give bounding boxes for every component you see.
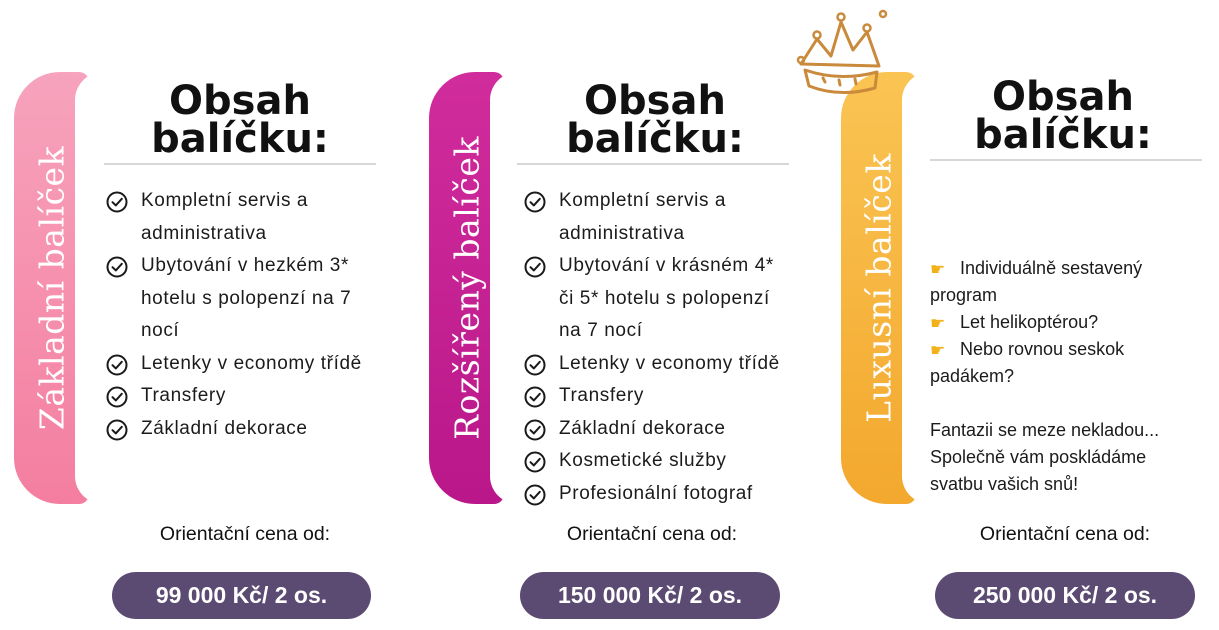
package-heading: Obsah balíčku: xyxy=(974,74,1152,158)
check-circle-icon xyxy=(524,484,546,506)
package-band xyxy=(14,72,89,504)
feature-item xyxy=(524,185,780,250)
bullet-item xyxy=(930,309,1205,336)
feature-text: Profesionální fotograf xyxy=(559,482,753,504)
price-label: Orientační cena od: xyxy=(159,523,331,545)
feature-item xyxy=(106,185,362,250)
feature-list xyxy=(524,185,780,510)
closing-text xyxy=(930,417,1205,498)
bullet-text: program xyxy=(930,285,998,305)
feature-item xyxy=(524,250,780,348)
feature-text: Letenky v economy třídě xyxy=(559,352,780,374)
package-extended xyxy=(417,0,823,630)
pointing-hand-icon: ☛ xyxy=(930,341,946,360)
price-label: Orientační cena od: xyxy=(979,523,1151,545)
price-button[interactable]: 99 000 Kč/ 2 os. xyxy=(112,572,371,619)
feature-text: Základní dekorace xyxy=(559,417,726,439)
closing-line: Fantazii se meze nekladou... xyxy=(930,420,1160,440)
feature-text: na 7 nocí xyxy=(559,320,643,341)
bullet-text: Let helikoptérou? xyxy=(960,312,1099,332)
price-button[interactable]: 250 000 Kč/ 2 os. xyxy=(935,572,1195,619)
check-circle-icon xyxy=(106,256,128,278)
feature-text: administrativa xyxy=(559,222,685,244)
check-circle-icon xyxy=(106,191,128,213)
feature-item xyxy=(524,380,780,413)
package-name: Luxusní balíček xyxy=(859,153,898,423)
feature-text: Letenky v economy třídě xyxy=(141,352,362,374)
closing-line: svatbu vašich snů! xyxy=(930,474,1079,494)
bullet-item xyxy=(930,255,1205,309)
feature-text: hotelu s polopenzí na 7 xyxy=(141,287,352,309)
bullet-text: Individuálně sestavený xyxy=(960,258,1143,278)
package-luxury xyxy=(833,0,1219,630)
package-heading: Obsah balíčku: xyxy=(566,78,744,162)
feature-text: Kompletní servis a xyxy=(559,190,727,211)
feature-text: administrativa xyxy=(141,222,267,244)
feature-item xyxy=(524,348,780,381)
feature-list xyxy=(930,255,1205,498)
check-circle-icon xyxy=(106,354,128,376)
package-band xyxy=(429,72,504,504)
package-basic xyxy=(0,0,406,630)
feature-text: Ubytování v krásném 4* xyxy=(559,255,774,276)
package-band xyxy=(841,72,916,504)
feature-text: či 5* hotelu s polopenzí xyxy=(559,287,770,309)
check-circle-icon xyxy=(524,451,546,473)
feature-item xyxy=(524,478,780,511)
closing-line: Společně vám poskládáme xyxy=(930,447,1147,467)
feature-item xyxy=(106,348,362,381)
package-name: Rozšířený balíček xyxy=(447,136,486,440)
feature-item xyxy=(106,250,362,348)
feature-text: Transfery xyxy=(141,385,226,406)
check-circle-icon xyxy=(524,256,546,278)
feature-text: Základní dekorace xyxy=(141,417,308,439)
feature-item xyxy=(106,413,362,446)
divider xyxy=(104,163,376,165)
divider xyxy=(517,163,789,165)
package-heading: Obsah balíčku: xyxy=(151,78,329,162)
feature-list xyxy=(106,185,362,445)
check-circle-icon xyxy=(524,354,546,376)
feature-text: Transfery xyxy=(559,385,644,406)
check-circle-icon xyxy=(106,386,128,408)
crown-icon xyxy=(795,4,890,96)
check-circle-icon xyxy=(524,386,546,408)
feature-text: nocí xyxy=(141,320,180,341)
feature-text: Kosmetické služby xyxy=(559,450,727,471)
bullet-text: Nebo rovnou seskok xyxy=(960,339,1125,359)
pointing-hand-icon: ☛ xyxy=(930,314,946,333)
check-circle-icon xyxy=(524,419,546,441)
check-circle-icon xyxy=(106,419,128,441)
check-circle-icon xyxy=(524,191,546,213)
bullet-text: padákem? xyxy=(930,366,1015,386)
feature-item xyxy=(524,445,780,478)
feature-text: Ubytování v hezkém 3* xyxy=(141,255,349,276)
feature-text: Kompletní servis a xyxy=(141,190,309,211)
divider xyxy=(930,159,1202,161)
price-button[interactable]: 150 000 Kč/ 2 os. xyxy=(520,572,780,619)
bullet-item xyxy=(930,336,1205,390)
price-label: Orientační cena od: xyxy=(566,523,738,545)
feature-item xyxy=(524,413,780,446)
pointing-hand-icon: ☛ xyxy=(930,260,946,279)
package-name: Základní balíček xyxy=(32,145,71,431)
feature-item xyxy=(106,380,362,413)
